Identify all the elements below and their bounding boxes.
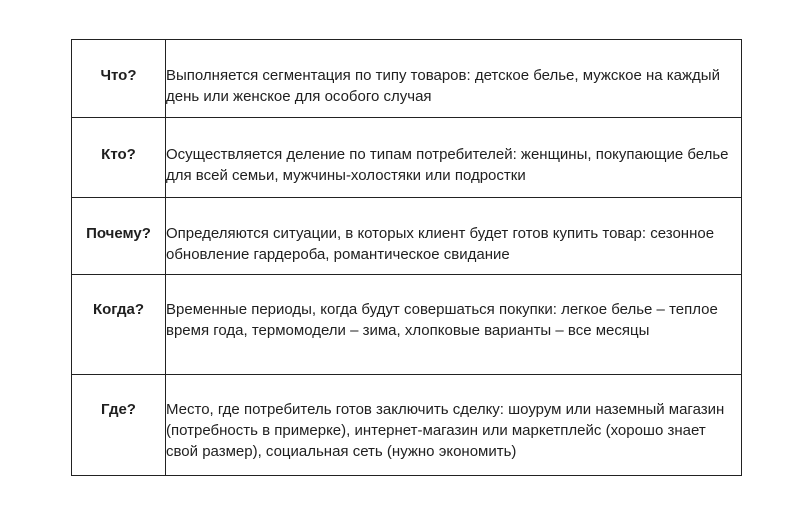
answer-text: Определяются ситуации, в которых клиент будет готов купить товар: сезонное обновление гардероба, романтическое свидание bbox=[166, 225, 715, 263]
question-label: Когда? bbox=[92, 301, 145, 318]
question-cell bbox=[72, 198, 166, 275]
table-row bbox=[72, 40, 742, 118]
answer-text: Выполняется сегментация по типу товаров: детское белье, мужское на каждый день или женское для особого случая bbox=[166, 67, 720, 105]
table-row bbox=[72, 198, 742, 275]
table-row bbox=[72, 375, 742, 476]
answer-cell bbox=[166, 375, 742, 476]
question-label: Что? bbox=[100, 67, 137, 84]
table-row bbox=[72, 275, 742, 375]
table-row bbox=[72, 118, 742, 198]
question-label: Почему? bbox=[86, 225, 151, 242]
answer-cell bbox=[166, 40, 742, 118]
question-label: Где? bbox=[101, 401, 136, 418]
question-cell bbox=[72, 375, 166, 476]
answer-text: Место, где потребитель готов заключить сделку: шоурум или наземный магазин (потребность в примерке), интернет-магазин или маркетплейс (хорошо знает свой размер), социальная сеть (нужно экономить) bbox=[166, 401, 725, 460]
answer-cell bbox=[166, 275, 742, 375]
question-cell bbox=[72, 275, 166, 375]
answer-cell bbox=[166, 118, 742, 198]
question-cell bbox=[72, 118, 166, 198]
answer-cell bbox=[166, 198, 742, 275]
question-label: Кто? bbox=[101, 146, 136, 163]
answer-text: Осуществляется деление по типам потребителей: женщины, покупающие белье для всей семьи, мужчины-холостяки или подростки bbox=[166, 146, 729, 184]
answer-text: Временные периоды, когда будут совершаться покупки: легкое белье – теплое время года, термомодели – зима, хлопковые варианты – все месяцы bbox=[166, 301, 718, 339]
question-cell bbox=[72, 40, 166, 118]
segmentation-table bbox=[71, 39, 742, 476]
